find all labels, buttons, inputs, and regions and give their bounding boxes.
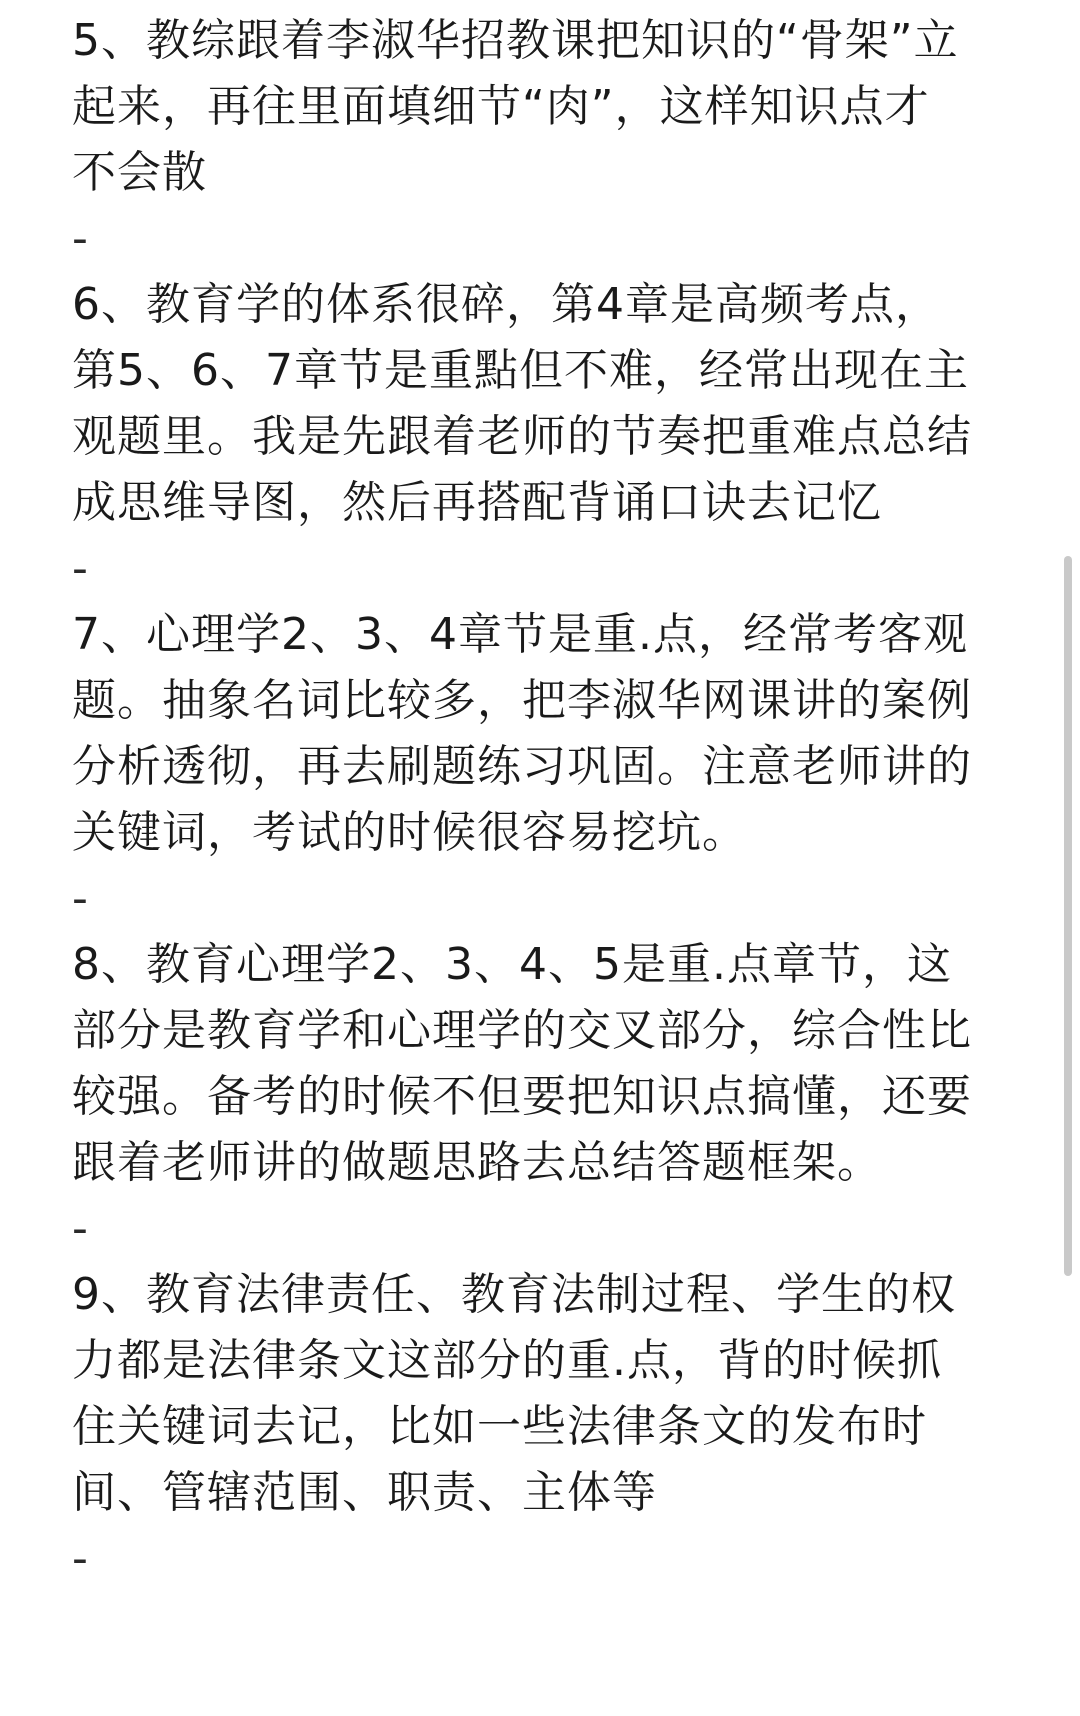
text-line: 分析透彻，再去刷题练习巩固。注意老师讲的 xyxy=(72,741,972,792)
separator: - xyxy=(72,1203,88,1254)
note-item-5 xyxy=(72,8,1032,272)
text-line: 关键词，考试的时候很容易挖坑。 xyxy=(72,807,747,858)
paragraph xyxy=(72,602,1032,866)
text-line: 6、教育学的体系很碎，第4章是高频考点， xyxy=(72,279,940,330)
note-item-7 xyxy=(72,602,1032,932)
note-item-9 xyxy=(72,1262,1032,1592)
text-line: 间、管辖范围、职责、主体等 xyxy=(72,1467,657,1518)
note-item-8 xyxy=(72,932,1032,1262)
text-line: 9、教育法律责任、教育法制过程、学生的权 xyxy=(72,1269,956,1320)
text-line: 不会散 xyxy=(72,147,207,198)
paragraph xyxy=(72,272,1032,536)
paragraph xyxy=(72,8,1032,206)
paragraph xyxy=(72,932,1032,1196)
scrollbar[interactable] xyxy=(1064,556,1072,1276)
separator: - xyxy=(72,543,88,594)
text-line: 题。抽象名词比较多，把李淑华网课讲的案例 xyxy=(72,675,972,726)
text-line: 观题里。我是先跟着老师的节奏把重难点总结 xyxy=(72,411,972,462)
text-line: 力都是法律条文这部分的重.点，背的时候抓 xyxy=(72,1335,942,1386)
separator: - xyxy=(72,873,88,924)
text-line: 起来，再往里面填细节“肉”，这样知识点才 xyxy=(72,81,930,132)
text-line: 5、教综跟着李淑华招教课把知识的“骨架”立 xyxy=(72,15,959,66)
text-line: 成思维导图，然后再搭配背诵口诀去记忆 xyxy=(72,477,882,528)
text-line: 住关键词去记，比如一些法律条文的发布时 xyxy=(72,1401,927,1452)
separator: - xyxy=(72,1533,88,1584)
separator: - xyxy=(72,213,88,264)
article-body xyxy=(72,8,1032,1592)
text-line: 7、心理学2、3、4章节是重.点，经常考客观 xyxy=(72,609,968,660)
text-line: 较强。备考的时候不但要把知识点搞懂，还要 xyxy=(72,1071,972,1122)
text-line: 第5、6、7章节是重點但不难，经常出现在主 xyxy=(72,345,969,396)
note-item-6 xyxy=(72,272,1032,602)
text-line: 跟着老师讲的做题思路去总结答题框架。 xyxy=(72,1137,882,1188)
text-line: 8、教育心理学2、3、4、5是重.点章节，这 xyxy=(72,939,952,990)
paragraph xyxy=(72,1262,1032,1526)
text-line: 部分是教育学和心理学的交叉部分，综合性比 xyxy=(72,1005,972,1056)
